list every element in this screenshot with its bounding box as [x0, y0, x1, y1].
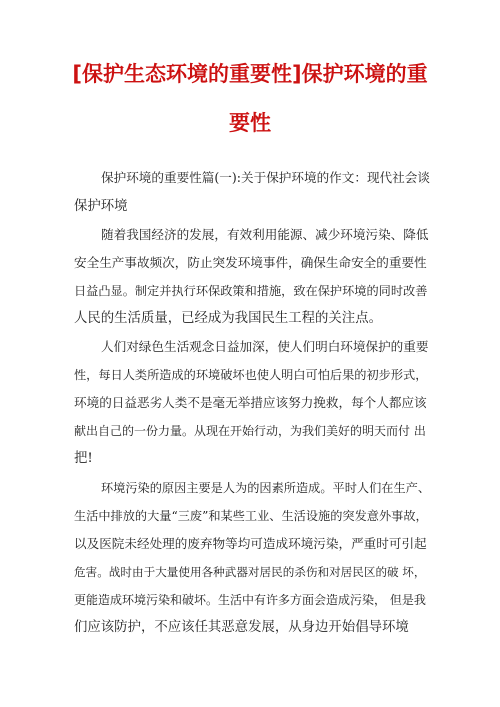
- body-line: 以及医院未经处理的废弃物等均可造成环境污染，严重时可引起: [74, 536, 427, 551]
- body-line: 环境的日益恶劣人类不是毫无举措应该努力挽救，每个人都应该: [74, 395, 427, 410]
- body-line: 日益凸显。制定并执行环保政策和措施，致在保护环境的同时改善: [74, 284, 428, 298]
- body-line: 人民的生活质量，已经成为我国民生工程的关注点。: [74, 311, 382, 326]
- document-title-line-2: 要性: [229, 111, 271, 135]
- body-line: 性，每日人类所造成的环境破坏也使人明白可怕后果的初步形式，: [74, 368, 428, 382]
- body-line: 环境污染的原因主要是人为的因素所造成。平时人们在生产、: [101, 481, 431, 495]
- body-line: 安全生产事故频次，防止突发环境事件，确保生命安全的重要性: [74, 255, 427, 270]
- body-line: 献出自己的一份力量。从现在开始行动，为我们美好的明天而付 出: [74, 424, 426, 438]
- body-line: 随着我国经济的发展，有效利用能源、减少环境污染、降低: [101, 227, 429, 242]
- body-line: 把!: [74, 451, 93, 466]
- body-line: 保护环境的重要性篇(一):关于保护环境的作文：现代社会谈: [101, 170, 430, 185]
- body-line: 保护环境: [74, 199, 128, 214]
- body-line: 人们对绿色生活观念日益加深，使人们明白环境保护的重要: [101, 339, 429, 354]
- body-line: 们应该防护，不应该任其恶意发展，从身边开始倡导环境: [74, 620, 409, 635]
- body-line: 更能造成环境污染和破坏。生活中有许多方面会造成污染， 但是我: [74, 593, 426, 607]
- body-line: 危害。战时由于大量使用各种武器对居民的杀伤和对居民区的破 坏，: [74, 565, 426, 579]
- body-line: 生活中排放的大量“三废”和某些工业、生活设施的突发意外事故，: [74, 509, 428, 523]
- document-title-line-1: [保护生态环境的重要性]保护环境的重: [72, 62, 428, 86]
